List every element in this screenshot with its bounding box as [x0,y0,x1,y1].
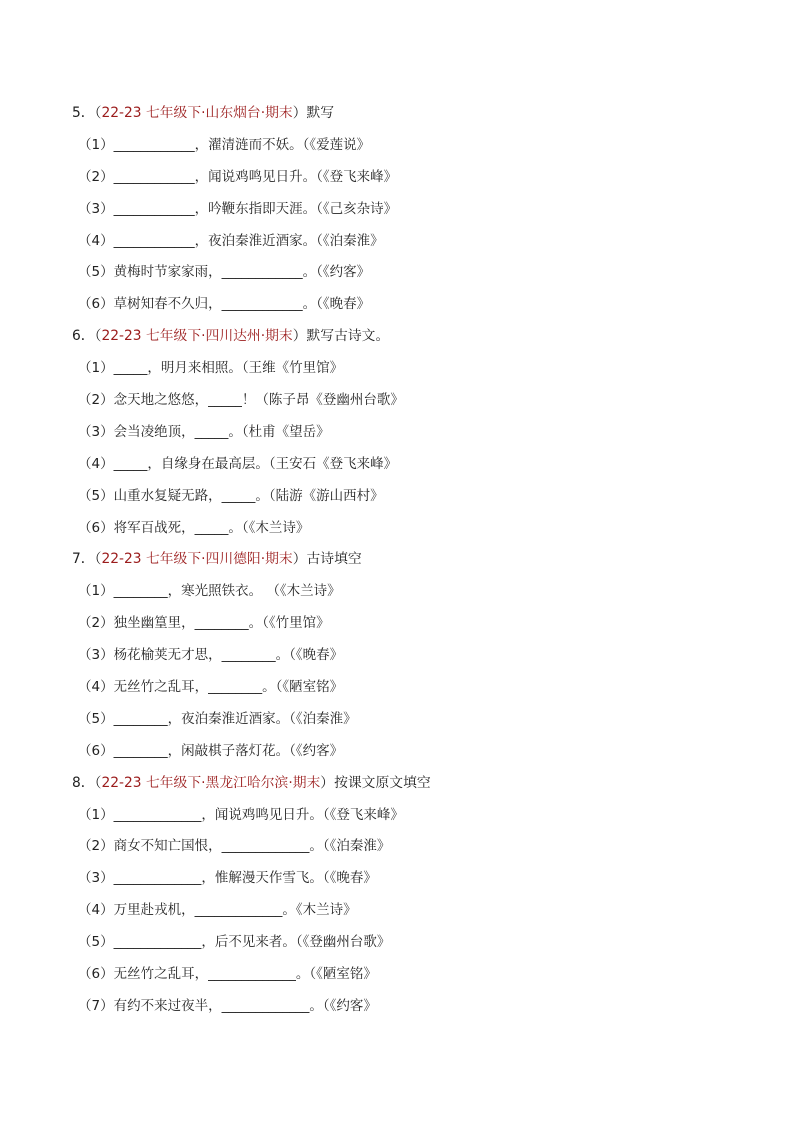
question-5-item-1: （1）____________，濯清涟而不妖。（《爱莲说》 [78,136,371,153]
source-open-paren: （ [94,328,102,345]
question-5-item-6: （6）草树知春不久归，____________。（《晚春》 [78,296,371,313]
question-7-item-5: （5）________，夜泊秦淮近酒家。（《泊秦淮》 [78,710,357,727]
question-6-item-1: （1）_____，明月来相照。（王维《竹里馆》 [78,360,344,377]
question-number: 8． [72,774,95,791]
question-8-item-1: （1）_____________，闻说鸡鸣见日升。（《登飞来峰》 [78,806,404,823]
question-6-item-5: （5）山重水复疑无路，_____。（陆游《游山西村》 [78,487,384,504]
question-7-item-6: （6）________，闲敲棋子落灯花。（《约客》 [78,742,344,759]
question-7-item-3: （3）杨花榆荚无才思，________。（《晚春》 [78,647,344,664]
question-title: 默写 [306,105,335,121]
question-source: 22-23 七年级下·四川达州·期末 [101,328,293,345]
source-close-paren: ） [292,328,307,345]
source-close-paren: ） [292,551,307,568]
question-8-item-4: （4）万里赴戎机，_____________。《木兰诗》 [78,902,357,919]
question-8-item-3: （3）_____________，惟解漫天作雪飞。（《晚春》 [78,870,377,887]
source-close-paren: ） [292,105,307,121]
question-5-item-5: （5）黄梅时节家家雨，____________。（《约客》 [78,264,371,281]
question-5-item-4: （4）____________，夜泊秦淮近酒家。（《泊秦淮》 [78,232,384,249]
question-8-item-6: （6）无丝竹之乱耳，_____________。（《陋室铭》 [78,966,377,983]
source-close-paren: ） [320,774,335,791]
question-title: 古诗填空 [306,551,362,568]
question-8-item-7: （7）有约不来过夜半，_____________。（《约客》 [78,997,377,1014]
source-open-paren: （ [94,105,102,121]
question-title: 按课文原文填空 [334,774,431,791]
question-5-item-2: （2）____________，闻说鸡鸣见日升。（《登飞来峰》 [78,168,398,185]
question-6-item-2: （2）念天地之悠悠，_____！（陈子昂《登幽州台歌》 [78,392,404,409]
question-7-item-2: （2）独坐幽篁里，________。（《竹里馆》 [78,615,330,632]
question-7-heading [72,544,732,576]
question-6-heading [72,321,732,353]
question-source: 22-23 七年级下·山东烟台·期末 [101,105,293,121]
question-number: 7． [72,551,95,568]
question-number: 6． [72,328,95,345]
question-8-heading [72,768,732,800]
question-source: 22-23 七年级下·黑龙江哈尔滨·期末 [101,774,321,791]
question-6-item-4: （4）_____，自缘身在最高层。（王安石《登飞来峰》 [78,455,398,472]
question-6-item-6: （6）将军百战死，_____。（《木兰诗》 [78,519,310,536]
question-5-item-3: （3）____________，吟鞭东指即天涯。（《己亥杂诗》 [78,200,398,217]
question-source: 22-23 七年级下·四川德阳·期末 [101,551,293,568]
source-open-paren: （ [94,774,102,791]
question-title: 默写古诗文。 [306,328,390,345]
question-number: 5． [72,105,95,121]
source-open-paren: （ [94,551,102,568]
question-6-item-3: （3）会当凌绝顶，_____。（杜甫《望岳》 [78,423,330,440]
question-list [72,98,732,1023]
question-7-item-4: （4）无丝竹之乱耳，________。（《陋室铭》 [78,679,344,696]
question-8-item-2: （2）商女不知亡国恨，_____________。（《泊秦淮》 [78,838,391,855]
question-8-item-5: （5）_____________，后不见来者。（《登幽州台歌》 [78,934,391,951]
question-7-item-1: （1）________，寒光照铁衣。 （《木兰诗》 [78,583,341,600]
question-5-heading [72,98,732,130]
